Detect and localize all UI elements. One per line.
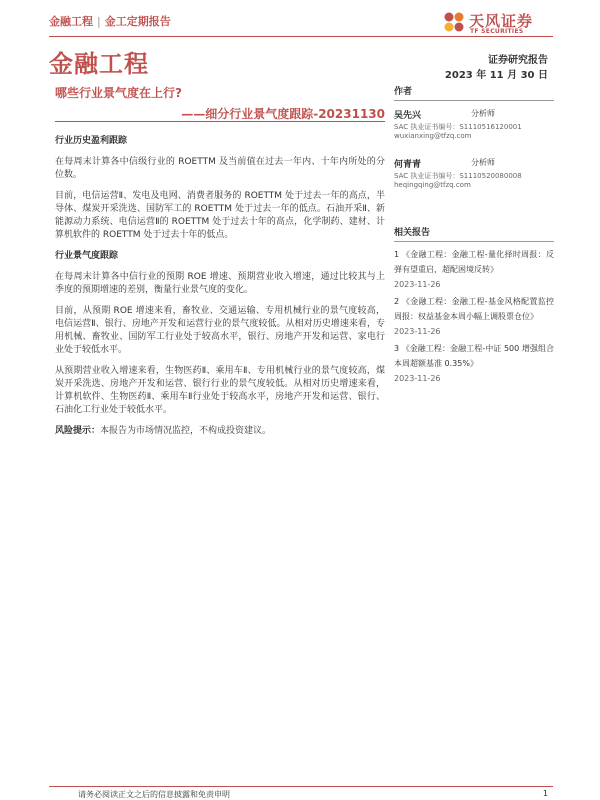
analyst-role: 分析师 [471, 158, 495, 167]
paragraph: 从预期营业收入增速来看，生物医药Ⅱ、乘用车Ⅱ、专用机械行业的景气度较高，煤炭开采洗选、房地产开发和运营、银行行业的景气度较低。从相对历史增速来看，计算机软件、生物医药Ⅱ、乘用车Ⅱ行业处于较高水平，房地产开发和运营、银行、石油化工行业处于较低水平。 [55, 366, 385, 415]
related-report-date: 2023-11-26 [394, 374, 441, 383]
section-title-history: 行业历史盈利跟踪 [55, 136, 128, 146]
report-date: 2023 年 11 月 30 日 [444, 70, 548, 81]
page-title: 金融工程 [49, 50, 149, 78]
analyst-email[interactable]: heqingqing@tfzq.com [394, 181, 471, 189]
breadcrumb [49, 13, 171, 29]
logo-text-en: TF SECURITIES [470, 28, 524, 35]
headline-sub: ——细分行业景气度跟踪-20231130 [181, 107, 385, 121]
related-report-title[interactable]: 1 《金融工程：金融工程-量化择时周报：反弹有望重启，超配困境反转》 [394, 250, 554, 274]
analyst-name: 何青青 [394, 160, 422, 170]
related-report-title[interactable]: 3 《金融工程：金融工程-中证 500 增强组合本周超额基准 0.35%》 [394, 344, 554, 368]
footer-divider [49, 786, 553, 787]
logo-text-cn: 天风证券 [469, 12, 534, 30]
report-type: 证券研究报告 [488, 55, 548, 66]
analyst-card [394, 157, 554, 199]
risk-text: 本报告为市场情况监控，不构成投资建议。 [100, 426, 272, 436]
headline-divider [55, 121, 385, 122]
analyst-email[interactable]: wuxianxing@tfzq.com [394, 132, 472, 140]
analyst-name: 吴先兴 [394, 111, 422, 121]
related-report-item[interactable] [394, 294, 554, 339]
related-report-item[interactable] [394, 247, 554, 292]
analyst-cert: SAC 执业证书编号：S1110520080008 [394, 172, 522, 180]
report-body [55, 135, 385, 446]
related-report-title[interactable]: 2 《金融工程：金融工程-基金风格配置监控周报：权益基金本周小幅上调股票仓位》 [394, 297, 554, 321]
tf-securities-logo [443, 10, 553, 36]
footer-disclaimer: 请务必阅读正文之后的信息披露和免责申明 [78, 790, 230, 799]
analyst-role: 分析师 [471, 109, 495, 118]
header-divider [49, 36, 553, 37]
report-headline [55, 84, 385, 122]
related-report-date: 2023-11-26 [394, 280, 441, 289]
paragraph: 在每周末计算各中信行业的预期 ROE 增速、预期营业收入增速，通过比较其与上季度的预期增速的差别，衡量行业景气度的变化。 [55, 272, 385, 295]
breadcrumb-separator: | [97, 15, 101, 28]
headline-main: 哪些行业景气度在上行? [55, 86, 182, 100]
breadcrumb-series: 金工定期报告 [104, 15, 171, 28]
sidebar [394, 84, 554, 388]
paragraph: 在每周末计算各中信级行业的 ROETTM 及当前值在过去一年内、十年内所处的分位数。 [55, 157, 385, 180]
analyst-cert: SAC 执业证书编号：S1110516120001 [394, 123, 522, 131]
related-reports-heading: 相关报告 [394, 225, 554, 242]
risk-warning [55, 425, 385, 438]
authors-heading: 作者 [394, 84, 554, 101]
section-title-prosperity: 行业景气度跟踪 [55, 251, 119, 261]
page-number: 1 [542, 789, 548, 798]
related-report-date: 2023-11-26 [394, 327, 441, 336]
breadcrumb-category: 金融工程 [49, 15, 93, 28]
related-reports-list [394, 247, 554, 386]
analyst-card [394, 108, 554, 150]
paragraph: 目前，从预期 ROE 增速来看，畜牧业、交通运输、专用机械行业的景气度较高，电信运营Ⅱ、银行、房地产开发和运营行业的景气度较低。从相对历史增速来看，专用机械、畜牧业、国防军工行业处于较高水平，银行、房地产开发和运营、家电行业处于较低水平。 [55, 306, 385, 355]
paragraph: 目前，电信运营Ⅱ、发电及电网、消费者服务的 ROETTM 处于过去一年的高点，半导体、煤炭开采洗选、国防军工的 ROETTM 处于过去一年的低点。石油开采Ⅱ、新能源动力系统、电信运营Ⅱ的 ROETTM 处于过去十年的高点，化学制药、建材、计算机软件的 ROETTM 处于过去十年的低点。 [55, 191, 385, 240]
tf-logo-mark-icon [443, 11, 465, 33]
risk-label: 风险提示： [55, 426, 101, 436]
related-report-item[interactable] [394, 341, 554, 386]
page-header [49, 10, 553, 36]
